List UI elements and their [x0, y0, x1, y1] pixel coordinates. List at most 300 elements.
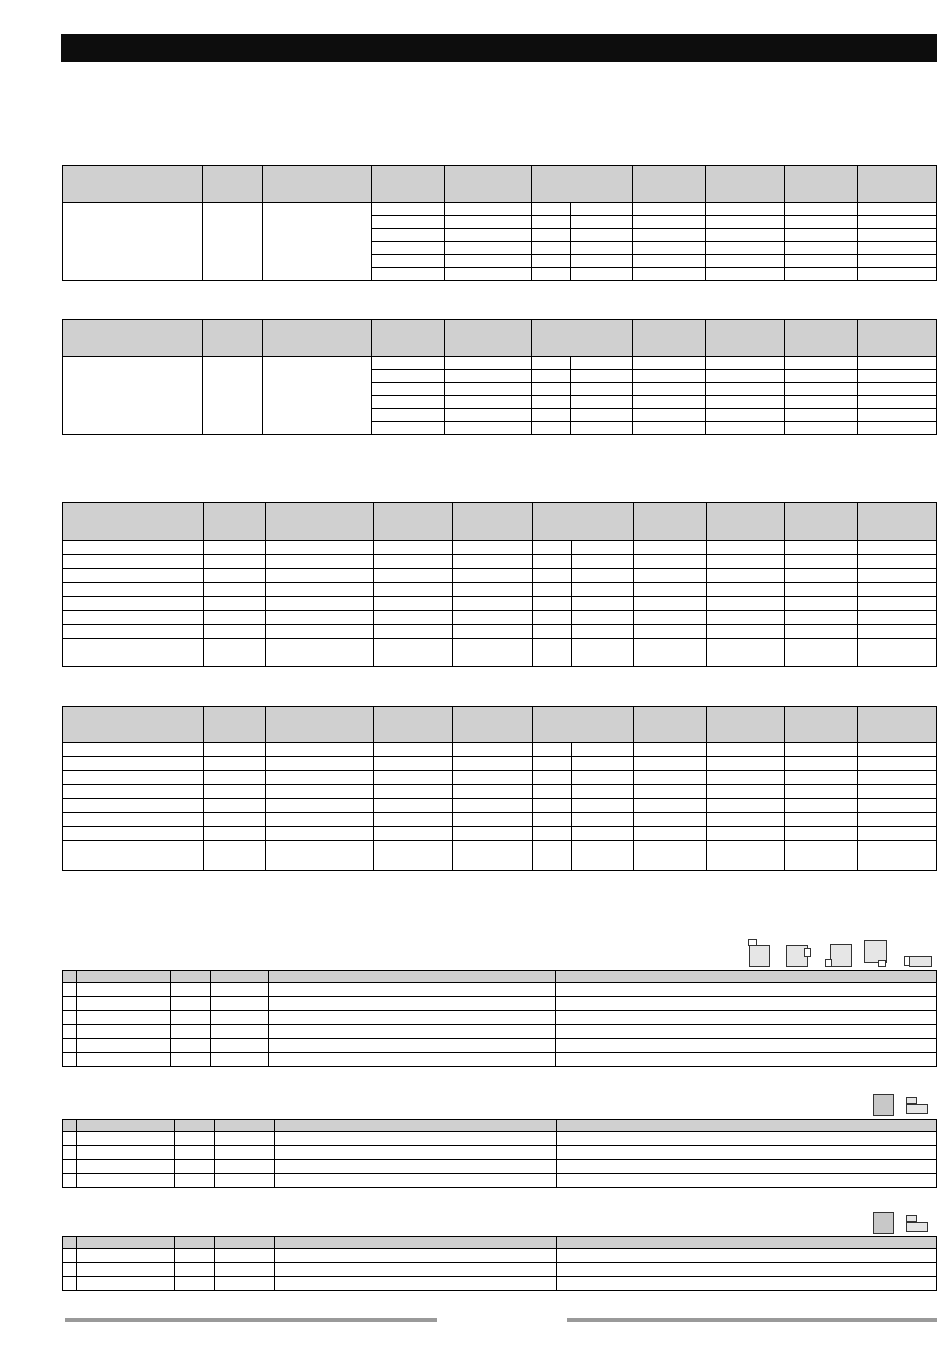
table-cell [63, 555, 204, 569]
table-cell [77, 1277, 175, 1291]
table-cell [373, 827, 453, 841]
table-cell [275, 1263, 556, 1277]
table-row [63, 541, 937, 555]
table-cell [706, 242, 785, 255]
header-cell [203, 707, 265, 743]
table-cell [571, 555, 633, 569]
table-cell [532, 799, 571, 813]
table-cell [633, 357, 706, 370]
table-cell [265, 799, 373, 813]
table-cell [571, 799, 633, 813]
table-cell [633, 370, 706, 383]
square-tab-bottom-left-tab [825, 959, 832, 967]
table-cell [63, 827, 204, 841]
table-cell [275, 1249, 556, 1263]
table-cell [373, 541, 453, 555]
header-cell [262, 320, 371, 357]
table-cell [532, 625, 571, 639]
bar-tab-icon [906, 1104, 928, 1114]
header-cell [453, 503, 533, 541]
table-cell [372, 409, 445, 422]
table-cell [556, 1011, 937, 1025]
table-cell [706, 799, 784, 813]
table-cell [373, 611, 453, 625]
header-cell [262, 166, 371, 203]
table-cell [531, 216, 570, 229]
rect-tab-left-tab [904, 956, 910, 966]
table-cell [858, 409, 937, 422]
table-cell [532, 813, 571, 827]
table-cell [63, 1174, 77, 1188]
table-cell [571, 569, 633, 583]
table-row [63, 569, 937, 583]
table-cell [171, 1011, 211, 1025]
table-cell [453, 569, 533, 583]
table-cell [203, 569, 265, 583]
table-cell [858, 841, 937, 871]
table-cell [445, 229, 531, 242]
header-cell [171, 971, 211, 983]
table-cell [556, 1025, 937, 1039]
table-cell [269, 1025, 556, 1039]
table-cell [706, 555, 784, 569]
header-cell [633, 320, 706, 357]
table-cell [532, 597, 571, 611]
table-cell [215, 1160, 275, 1174]
table-cell [372, 229, 445, 242]
table-cell [633, 268, 706, 281]
table-cell [203, 841, 265, 871]
table-cell [532, 757, 571, 771]
spec-table-4 [62, 706, 937, 871]
table-row [63, 611, 937, 625]
table-cell [77, 1249, 175, 1263]
header-cell [785, 707, 858, 743]
small-table-1 [62, 970, 937, 1067]
table-cell [858, 827, 937, 841]
table-cell [785, 625, 858, 639]
table-cell [453, 827, 533, 841]
square-tab-top-left-icon [749, 945, 770, 967]
table-cell [532, 555, 571, 569]
header-cell [785, 166, 858, 203]
table-cell [706, 771, 784, 785]
table-cell [265, 639, 373, 667]
table-cell [532, 541, 571, 555]
table-cell [571, 771, 633, 785]
table-cell [570, 216, 632, 229]
table-cell [706, 383, 785, 396]
header-cell [175, 1237, 215, 1249]
table-row [63, 1277, 937, 1291]
table-cell [633, 383, 706, 396]
table-cell [571, 827, 633, 841]
table-cell [785, 242, 858, 255]
table-cell [211, 983, 269, 997]
table-cell [785, 611, 858, 625]
header-cell [202, 166, 262, 203]
bar-tab-icon-top [906, 1097, 917, 1104]
table-cell [215, 1174, 275, 1188]
header-cell [63, 971, 77, 983]
table-cell [203, 597, 265, 611]
table-cell [175, 1132, 215, 1146]
table-cell [532, 743, 571, 757]
table-cell [275, 1160, 556, 1174]
table-cell [785, 216, 858, 229]
table-cell [372, 255, 445, 268]
table-cell [265, 841, 373, 871]
header-cell [445, 166, 531, 203]
table-cell [706, 409, 785, 422]
table-cell [785, 396, 858, 409]
header-cell [265, 707, 373, 743]
square-tab-right-tab [804, 948, 811, 957]
table-cell [706, 757, 784, 771]
table-cell [706, 541, 784, 555]
table-cell [858, 757, 937, 771]
table-cell [858, 611, 937, 625]
table-cell [706, 785, 784, 799]
table-cell [570, 268, 632, 281]
header-bar [61, 34, 937, 62]
table-cell [265, 771, 373, 785]
table-cell [785, 357, 858, 370]
table-cell [171, 983, 211, 997]
table-cell [531, 203, 570, 216]
table-row [63, 1025, 937, 1039]
table-cell [571, 743, 633, 757]
table-cell [77, 1025, 171, 1039]
table-cell [633, 827, 706, 841]
table-cell [571, 639, 633, 667]
table-cell [453, 799, 533, 813]
table-cell [373, 757, 453, 771]
header-cell [372, 166, 445, 203]
table-cell [372, 422, 445, 435]
table-cell [445, 242, 531, 255]
table-cell [211, 997, 269, 1011]
header-cell [63, 1120, 77, 1132]
header-cell [265, 503, 373, 541]
table-cell [203, 785, 265, 799]
table-cell [215, 1277, 275, 1291]
table-cell [556, 1160, 936, 1174]
table-cell [265, 569, 373, 583]
table-cell [265, 555, 373, 569]
table-cell [785, 799, 858, 813]
header-cell [63, 1237, 77, 1249]
table-cell [63, 1146, 77, 1160]
table-cell [571, 583, 633, 597]
spec-table-1 [62, 165, 937, 281]
table-cell [706, 268, 785, 281]
table-cell [858, 597, 937, 611]
table-cell [633, 583, 706, 597]
table-row [63, 597, 937, 611]
table-cell [269, 1053, 556, 1067]
table-cell [633, 639, 706, 667]
table-row [63, 555, 937, 569]
header-cell [275, 1237, 556, 1249]
table-cell [531, 255, 570, 268]
table-row [63, 1249, 937, 1263]
table-cell [373, 771, 453, 785]
group-cell [262, 203, 371, 281]
header-cell [858, 503, 937, 541]
table-cell [203, 813, 265, 827]
table-cell [858, 541, 937, 555]
table-cell [372, 242, 445, 255]
table-cell [269, 1011, 556, 1025]
table-row [63, 1053, 937, 1067]
table-cell [706, 743, 784, 757]
table-cell [63, 1277, 77, 1291]
table-row [63, 357, 937, 370]
table-cell [532, 583, 571, 597]
table-cell [706, 813, 784, 827]
table-cell [372, 396, 445, 409]
table-cell [372, 357, 445, 370]
table-cell [203, 541, 265, 555]
table-cell [785, 597, 858, 611]
header-cell [633, 166, 706, 203]
table-cell [706, 216, 785, 229]
table-cell [633, 743, 706, 757]
small-table-3 [62, 1236, 937, 1291]
table-cell [215, 1132, 275, 1146]
table-cell [556, 1174, 936, 1188]
table-cell [571, 625, 633, 639]
table-cell [785, 743, 858, 757]
table-row [63, 639, 937, 667]
header-cell [858, 707, 937, 743]
table-cell [556, 1039, 937, 1053]
table-cell [175, 1263, 215, 1277]
header-cell [373, 503, 453, 541]
table-cell [275, 1174, 556, 1188]
table-cell [63, 1011, 77, 1025]
table-cell [556, 997, 937, 1011]
table-cell [373, 597, 453, 611]
table-cell [531, 370, 570, 383]
table-cell [372, 370, 445, 383]
header-cell [215, 1120, 275, 1132]
table-cell [175, 1146, 215, 1160]
table-cell [556, 1053, 937, 1067]
table-cell [858, 396, 937, 409]
table-cell [570, 422, 632, 435]
table-cell [570, 357, 632, 370]
table-cell [532, 785, 571, 799]
table-cell [785, 268, 858, 281]
table-cell [785, 639, 858, 667]
table-cell [633, 255, 706, 268]
table-cell [63, 639, 204, 667]
table-cell [570, 409, 632, 422]
table-cell [785, 827, 858, 841]
table-cell [706, 396, 785, 409]
table-cell [63, 997, 77, 1011]
table-cell [453, 757, 533, 771]
table-cell [570, 255, 632, 268]
table-cell [265, 813, 373, 827]
table-cell [373, 583, 453, 597]
table-cell [785, 555, 858, 569]
table-cell [372, 383, 445, 396]
table-cell [531, 357, 570, 370]
table-cell [531, 383, 570, 396]
table-cell [77, 1174, 175, 1188]
table-cell [175, 1174, 215, 1188]
table-cell [175, 1160, 215, 1174]
table-cell [215, 1263, 275, 1277]
group-cell [202, 357, 262, 435]
table-cell [269, 997, 556, 1011]
table-cell [858, 785, 937, 799]
table-cell [706, 422, 785, 435]
table-cell [706, 370, 785, 383]
table-cell [171, 997, 211, 1011]
header-cell [556, 971, 937, 983]
table-cell [203, 771, 265, 785]
speckled-square-icon-2 [873, 1212, 894, 1234]
table-cell [556, 1263, 936, 1277]
header-cell [445, 320, 531, 357]
table-cell [556, 1249, 936, 1263]
table-cell [633, 229, 706, 242]
small-table-2 [62, 1119, 937, 1188]
footer-bar-right [567, 1318, 937, 1322]
table-cell [532, 569, 571, 583]
header-cell [706, 166, 785, 203]
table-cell [532, 827, 571, 841]
table-row [63, 841, 937, 871]
table-cell [265, 743, 373, 757]
table-cell [706, 841, 784, 871]
table-cell [531, 268, 570, 281]
table-cell [633, 841, 706, 871]
table-cell [571, 597, 633, 611]
table-cell [633, 216, 706, 229]
table-cell [445, 383, 531, 396]
table-cell [570, 370, 632, 383]
table-cell [275, 1132, 556, 1146]
table-cell [63, 813, 204, 827]
table-cell [532, 639, 571, 667]
table-cell [63, 799, 204, 813]
table-cell [785, 383, 858, 396]
header-cell [269, 971, 556, 983]
table-cell [373, 625, 453, 639]
table-cell [63, 583, 204, 597]
header-cell [203, 503, 265, 541]
header-cell [532, 707, 633, 743]
table-cell [63, 841, 204, 871]
table-cell [785, 841, 858, 871]
table-cell [63, 785, 204, 799]
table-cell [215, 1249, 275, 1263]
table-cell [633, 242, 706, 255]
header-cell [785, 503, 858, 541]
table-cell [858, 216, 937, 229]
header-cell [215, 1237, 275, 1249]
table-cell [453, 639, 533, 667]
table-cell [571, 785, 633, 799]
table-cell [633, 422, 706, 435]
table-cell [265, 597, 373, 611]
table-cell [203, 583, 265, 597]
header-cell [633, 707, 706, 743]
table-cell [175, 1277, 215, 1291]
table-cell [77, 1039, 171, 1053]
table-cell [785, 757, 858, 771]
header-cell [63, 166, 203, 203]
table-cell [531, 242, 570, 255]
header-cell [77, 1237, 175, 1249]
table-cell [211, 1053, 269, 1067]
table-cell [275, 1146, 556, 1160]
table-cell [265, 625, 373, 639]
table-row [63, 625, 937, 639]
table-cell [571, 813, 633, 827]
table-cell [203, 555, 265, 569]
header-cell [785, 320, 858, 357]
table-cell [556, 1277, 936, 1291]
table-cell [373, 555, 453, 569]
table-cell [373, 569, 453, 583]
table-cell [373, 743, 453, 757]
table-row [63, 997, 937, 1011]
table-cell [570, 383, 632, 396]
table-cell [63, 1132, 77, 1146]
footer-bar-left [65, 1318, 437, 1322]
table-cell [265, 583, 373, 597]
table-cell [571, 757, 633, 771]
table-row [63, 771, 937, 785]
table-cell [633, 597, 706, 611]
table-cell [63, 611, 204, 625]
table-row [63, 1039, 937, 1053]
table-cell [706, 203, 785, 216]
table-cell [445, 357, 531, 370]
table-cell [453, 555, 533, 569]
table-cell [77, 1263, 175, 1277]
table-cell [785, 569, 858, 583]
table-cell [453, 841, 533, 871]
table-cell [633, 611, 706, 625]
table-cell [785, 771, 858, 785]
table-cell [706, 229, 785, 242]
table-cell [858, 625, 937, 639]
header-cell [63, 320, 203, 357]
table-row [63, 583, 937, 597]
table-cell [63, 569, 204, 583]
table-cell [785, 409, 858, 422]
table-cell [531, 229, 570, 242]
table-cell [77, 1011, 171, 1025]
table-cell [445, 255, 531, 268]
speckled-square-icon [873, 1094, 894, 1116]
table-cell [858, 357, 937, 370]
table-cell [556, 983, 937, 997]
header-cell [211, 971, 269, 983]
table-cell [633, 541, 706, 555]
table-cell [445, 216, 531, 229]
table-cell [453, 813, 533, 827]
table-cell [63, 541, 204, 555]
header-cell [556, 1120, 936, 1132]
